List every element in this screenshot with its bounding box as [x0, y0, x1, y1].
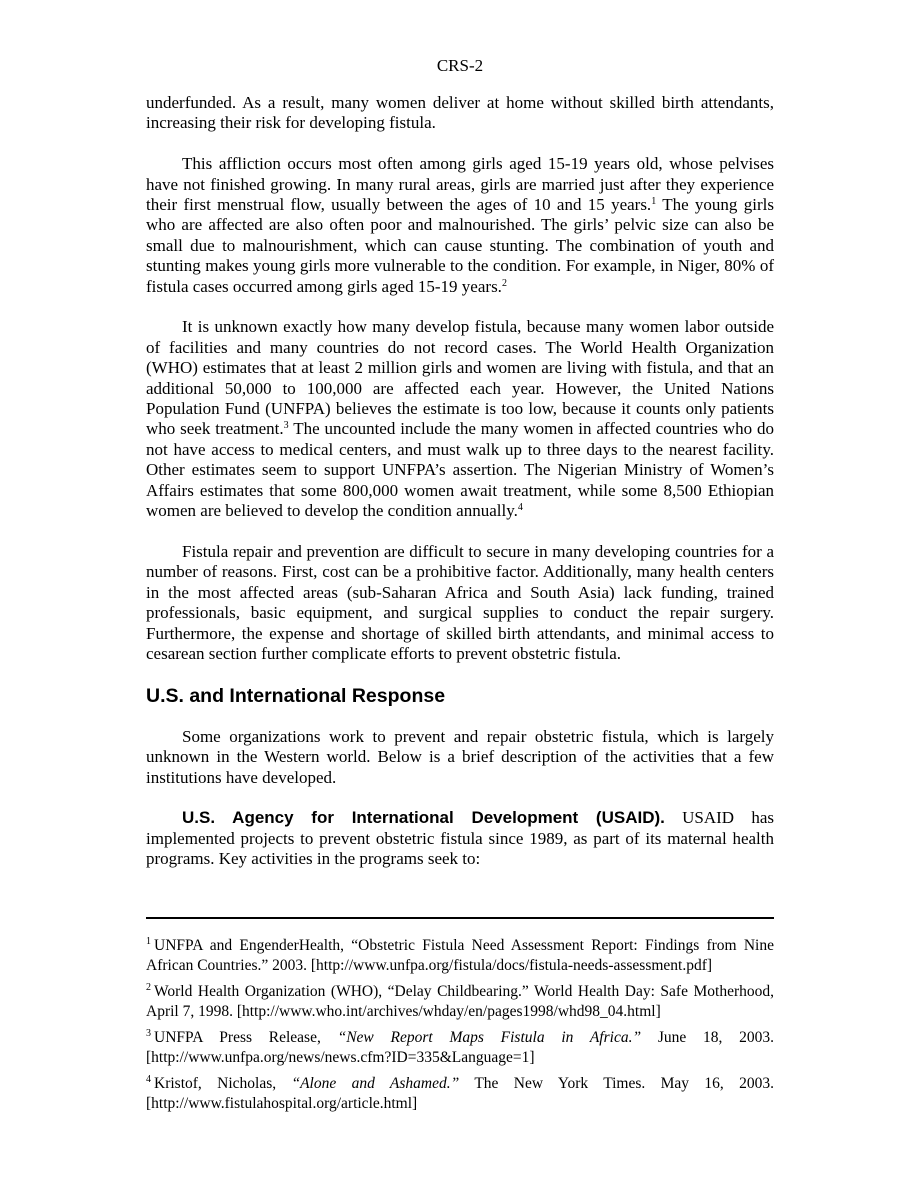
- footnote-text: World Health Organization (WHO), “Delay Childbearing.” World Health Day: Safe Motherhood, April 7, 1998. [http://www.who.int/archives/whday/en/pages1998/whd98_04.html]: [146, 983, 774, 1020]
- footnote-reference[interactable]: 1: [651, 196, 657, 208]
- paragraph-usaid: [146, 808, 774, 869]
- footnote-divider: [146, 917, 774, 919]
- footnote-item: [146, 1074, 774, 1113]
- section-heading: U.S. and International Response: [146, 684, 446, 707]
- paragraph-estimates: [146, 317, 774, 521]
- footnote-number: 3: [146, 1028, 151, 1039]
- footnote-text: The New York Times. May 16, 2003. [http://www.fistulahospital.org/article.html]: [146, 1075, 774, 1112]
- footnote-item: [146, 982, 774, 1021]
- paragraph-section-intro: [146, 727, 774, 788]
- footnote-reference[interactable]: 3: [283, 420, 289, 432]
- paragraph-text: Some organizations work to prevent and repair obstetric fistula, which is largely unknown in the Western world. Below is a brief description of the activities that a few institutions have developed.: [146, 726, 774, 787]
- footnotes: [146, 936, 774, 1120]
- footnote-text: June 18, 2003. [http://www.unfpa.org/news/news.cfm?ID=335&Language=1]: [146, 1029, 774, 1066]
- paragraph-text: The uncounted include the many women in affected countries who do not have access to medical centers, and must walk up to three days to the nearest facility. Other estimates seem to support UNFPA’s assertion. The Nigerian Ministry of Women’s Affairs estimates that some 800,000 women await treatment, while some 8,500 Ethiopian women are believed to develop the condition annually.: [146, 419, 774, 521]
- footnote-text: Kristof, Nicholas,: [154, 1075, 292, 1092]
- footnote-number: 4: [146, 1074, 151, 1085]
- paragraph-text: This affliction occurs most often among girls aged 15-19 years old, whose pelvises have not finished growing. In many rural areas, girls are married just after they experience their first menstrual flow, usually between the ages of 10 and 15 years.: [146, 154, 774, 215]
- paragraph-text: The young girls who are affected are also often poor and malnourished. The girls’ pelvic size can also be small due to malnourishment, which can cause stunting. The combination of youth and stunting makes young girls more vulnerable to the condition. For example, in Niger, 80% of fistula cases occurred among girls aged 15-19 years.: [146, 195, 774, 296]
- footnote-reference[interactable]: 4: [517, 502, 523, 514]
- footnote-number: 2: [146, 982, 151, 993]
- footnote-title: “New Report Maps Fistula in Africa.”: [337, 1029, 642, 1046]
- paragraph-text: It is unknown exactly how many develop fistula, because many women labor outside of facilities and many countries do not record cases. The World Health Organization (WHO) estimates that at least 2 million girls and women are living with fistula, and that an additional 50,000 to 100,000 are affected each year. However, the United Nations Population Fund (UNFPA) believes the estimate is too low, because it counts only patients who seek treatment.: [146, 317, 774, 439]
- paragraph-text: USAID has implemented projects to prevent obstetric fistula since 1989, as part of its maternal health programs. Key activities in the programs seek to:: [146, 808, 775, 869]
- paragraph-repair: [146, 542, 774, 664]
- footnote-number: 1: [146, 936, 151, 947]
- footnote-item: [146, 1028, 774, 1067]
- footnote-text: UNFPA and EngenderHealth, “Obstetric Fistula Need Assessment Report: Findings from Nine African Countries.” 2003. [http://www.unfpa.org/fistula/docs/fistula-needs-assessment.pdf]: [146, 937, 774, 974]
- paragraph-text: Fistula repair and prevention are difficult to secure in many developing countries for a number of reasons. First, cost can be a prohibitive factor. Additionally, many health centers in the most affected areas (sub-Saharan Africa and South Asia) lack funding, trained professionals, basic equipment, and surgical supplies to conduct the repair surgery. Furthermore, the expense and shortage of skilled birth attendants, and minimal access to cesarean section further complicate efforts to prevent obstetric fistula.: [146, 541, 774, 663]
- report-body: [146, 93, 774, 890]
- paragraph-affliction: [146, 154, 774, 297]
- footnote-item: [146, 936, 774, 975]
- footnote-text: UNFPA Press Release,: [154, 1029, 338, 1046]
- footnote-title: “Alone and Ashamed.”: [291, 1075, 460, 1092]
- footnote-reference[interactable]: 2: [501, 277, 507, 289]
- usaid-run-in-heading: U.S. Agency for International Development (USAID).: [182, 808, 665, 828]
- paragraph-text: underfunded. As a result, many women deliver at home without skilled birth attendants, increasing their risk for developing fistula.: [146, 93, 774, 133]
- page-number: CRS-2: [436, 56, 484, 75]
- paragraph-continuation: [146, 93, 774, 134]
